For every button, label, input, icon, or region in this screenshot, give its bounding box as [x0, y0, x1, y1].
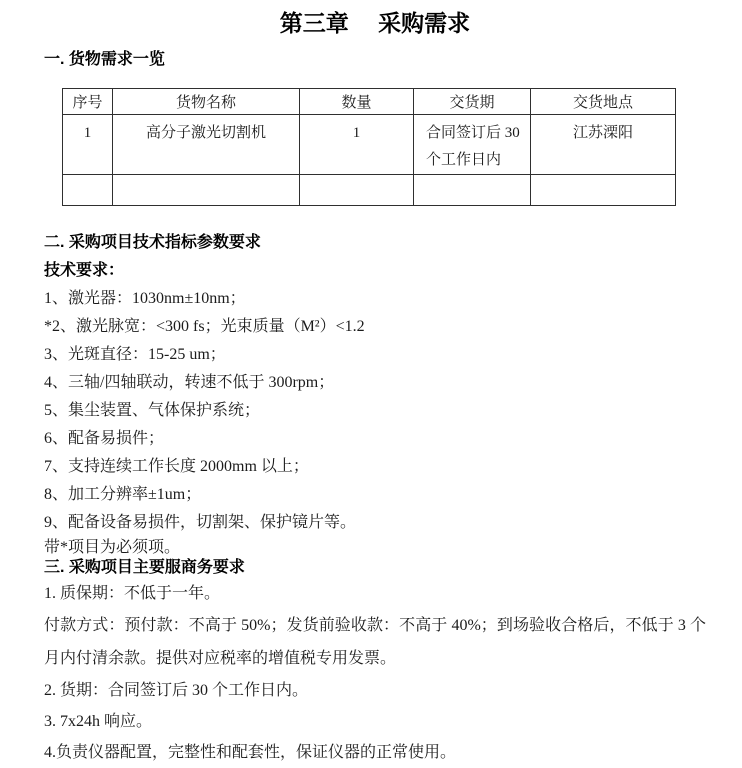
cell-goods-name — [113, 175, 300, 206]
mandatory-items-note: 带*项目为必须项。 — [44, 539, 181, 556]
goods-table — [62, 88, 676, 206]
tech-item-4: 4、三轴/四轴联动，转速不低于 300rpm； — [44, 374, 335, 391]
tech-item-8: 8、加工分辨率±1um； — [44, 486, 202, 503]
commercial-requirements-list — [44, 578, 706, 768]
payment-terms-paragraph: 付款方式：预付款：不高于 50%；发货前验收款：不高于 40%；到场验收合格后，不低于 3 个月内付清余款。提供对应税率的增值税专用发票。 — [44, 617, 706, 667]
table-row — [63, 115, 676, 175]
tech-item-2: *2、激光脉宽：<300 fs；光束质量（M²）<1.2 — [44, 318, 365, 335]
tech-requirements-subheading: 技术要求： — [44, 262, 125, 279]
tech-item-1: 1、激光器：1030nm±10nm； — [44, 290, 246, 307]
cell-delivery-period — [414, 175, 531, 206]
table-header-row — [63, 89, 676, 115]
page-title: 第三章 采购需求 — [279, 10, 471, 36]
cell-quantity: 1 — [300, 115, 414, 175]
tech-item-5: 5、集尘装置、气体保护系统； — [44, 402, 261, 419]
commercial-item-1: 1. 质保期：不低于一年。 — [44, 585, 221, 602]
header-seq: 序号 — [63, 89, 113, 115]
tech-item-7: 7、支持连续工作长度 2000mm 以上； — [44, 458, 309, 475]
cell-seq: 1 — [63, 115, 113, 175]
commercial-item-4: 4.负责仪器配置，完整性和配套性，保证仪器的正常使用。 — [44, 744, 457, 761]
header-delivery-period: 交货期 — [414, 89, 531, 115]
table-row-empty — [63, 175, 676, 206]
commercial-item-2: 2. 货期：合同签订后 30 个工作日内。 — [44, 682, 309, 699]
cell-delivery-period — [414, 115, 531, 175]
cell-quantity — [300, 175, 414, 206]
cell-goods-name: 高分子激光切割机 — [113, 115, 300, 175]
delivery-line-1: 合同签订后 30 — [426, 125, 520, 141]
tech-item-3: 3、光斑直径：15-25 um； — [44, 346, 226, 363]
cell-delivery-location — [531, 175, 676, 206]
cell-seq — [63, 175, 113, 206]
section3-heading: 三. 采购项目主要服商务要求 — [44, 559, 245, 576]
header-quantity: 数量 — [300, 89, 414, 115]
section1-heading: 一. 货物需求一览 — [44, 51, 165, 68]
delivery-line-2: 个工作日内 — [426, 152, 502, 168]
header-delivery-location: 交货地点 — [531, 89, 676, 115]
commercial-item-3: 3. 7x24h 响应。 — [44, 713, 153, 730]
cell-delivery-location: 江苏溧阳 — [531, 115, 676, 175]
section2-heading: 二. 采购项目技术指标参数要求 — [44, 234, 261, 251]
tech-requirements-list — [44, 285, 706, 558]
tech-item-6: 6、配备易损件； — [44, 430, 165, 447]
header-goods-name: 货物名称 — [113, 89, 300, 115]
tech-item-9: 9、配备设备易损件，切割架、保护镜片等。 — [44, 514, 357, 531]
